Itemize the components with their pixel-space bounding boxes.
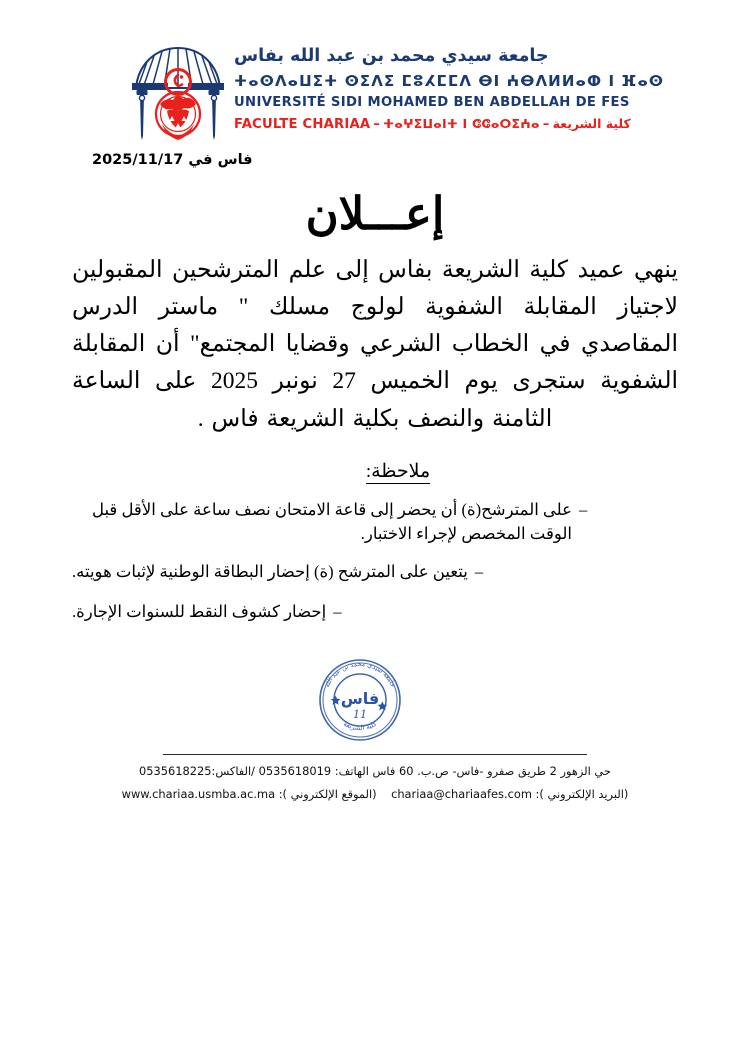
bullet-dash-icon: –: [579, 500, 588, 519]
bullet-dash-icon: –: [474, 561, 484, 581]
svg-text:كلية الشريعة: [342, 719, 379, 732]
seal-icon: [306, 648, 414, 752]
usmba-fes-emblem-logo: [126, 32, 230, 150]
faculty-name-french: FACULTE CHARIAA: [234, 117, 371, 133]
note-heading: [118, 460, 678, 483]
website-label: (الموقع الإلكتروني ):: [278, 786, 377, 801]
faculty-name-line: [234, 113, 631, 136]
footer-contact-line: [0, 783, 750, 806]
footer-divider: [163, 754, 587, 755]
seal-center-number: 11: [353, 708, 367, 721]
official-round-seal: [306, 648, 414, 752]
seal-center-text: فاس: [340, 689, 380, 708]
university-name-tifinagh: ⵜⴰⵙⴷⴰⵡⵉⵜ ⵙⵉⴷⵉ ⵎⵓⵃⵎⵎⴷ ⴱⵏ ⵄⴱⴷⵍⵍⴰⵀ ⵏ ⴼⴰⵙ: [234, 71, 665, 90]
note-list: [72, 498, 678, 638]
university-name-arabic: جامعة سيدي محمد بن عبد الله بفاس: [234, 46, 549, 67]
university-name-french: UNIVERSITÉ SIDI MOHAMED BEN ABDELLAH DE FES: [234, 95, 630, 111]
footer-address-line: حي الزهور 2 طريق صفرو -فاس- ص.ب. 60 فاس الهاتف: 0535618019 /الفاكس:0535618225: [139, 764, 611, 778]
note-list-item: [72, 560, 678, 584]
letterhead: [0, 28, 750, 153]
faculty-name-tifinagh: ⵜⴰⵖⵉⵡⴰⵏⵜ ⵏ ⵛⵛⴰⵔⵉⵄⴰ: [383, 116, 540, 132]
note-item-text: على المترشح(ة) أن يحضر إلى قاعة الامتحان نصف ساعة على الأقل قبل الوقت المخصص لإجراء الاختبار.: [91, 500, 572, 543]
note-heading-text: ملاحظة:: [365, 461, 431, 482]
date-line: [92, 152, 253, 168]
note-item-text: يتعين على المترشح (ة) إحضار البطاقة الوطنية لإثبات هويته.: [72, 561, 468, 581]
faculty-dash-1: –: [373, 117, 381, 133]
note-list-item: [72, 600, 678, 624]
note-item-text: إحضار كشوف النقط للسنوات الإجارة.: [72, 601, 327, 621]
page-title: إعـــلان: [305, 189, 445, 239]
letterhead-text-block: [234, 44, 665, 136]
email-label: (البريد الإلكتروني ):: [535, 786, 629, 801]
date-value: 2025/11/17: [92, 152, 184, 168]
faculty-dash-2: –: [542, 117, 550, 133]
website-value[interactable]: www.chariaa.usmba.ac.ma: [121, 786, 276, 801]
note-list-item: [72, 498, 678, 546]
emblem-icon: [126, 32, 230, 150]
announcement-body: ينهي عميد كلية الشريعة بفاس إلى علم المترشحين المقبولين لاجتياز المقابلة الشفوية لولوج مسلك " ماستر الدرس المقاصدي في الخطاب الشرعي وقضايا المجتمع" أن المقابلة الشفوية ستجرى يوم الخميس 27 نونبر 2025 على الساعة الثامنة والنصف بكلية الشريعة فاس .: [72, 257, 679, 432]
footer: [0, 760, 750, 806]
date-city-label: فاس في: [188, 152, 253, 168]
seal-outer-bottom-text: كلية الشريعة: [341, 719, 379, 733]
seal-outer-top-text: جامعة سيدي محمد بن عبد الله: [322, 659, 398, 689]
bullet-dash-icon: –: [333, 601, 342, 621]
email-value[interactable]: chariaa@chariaafes.com: [391, 786, 532, 801]
faculty-name-arabic: كلية الشريعة: [552, 116, 631, 132]
